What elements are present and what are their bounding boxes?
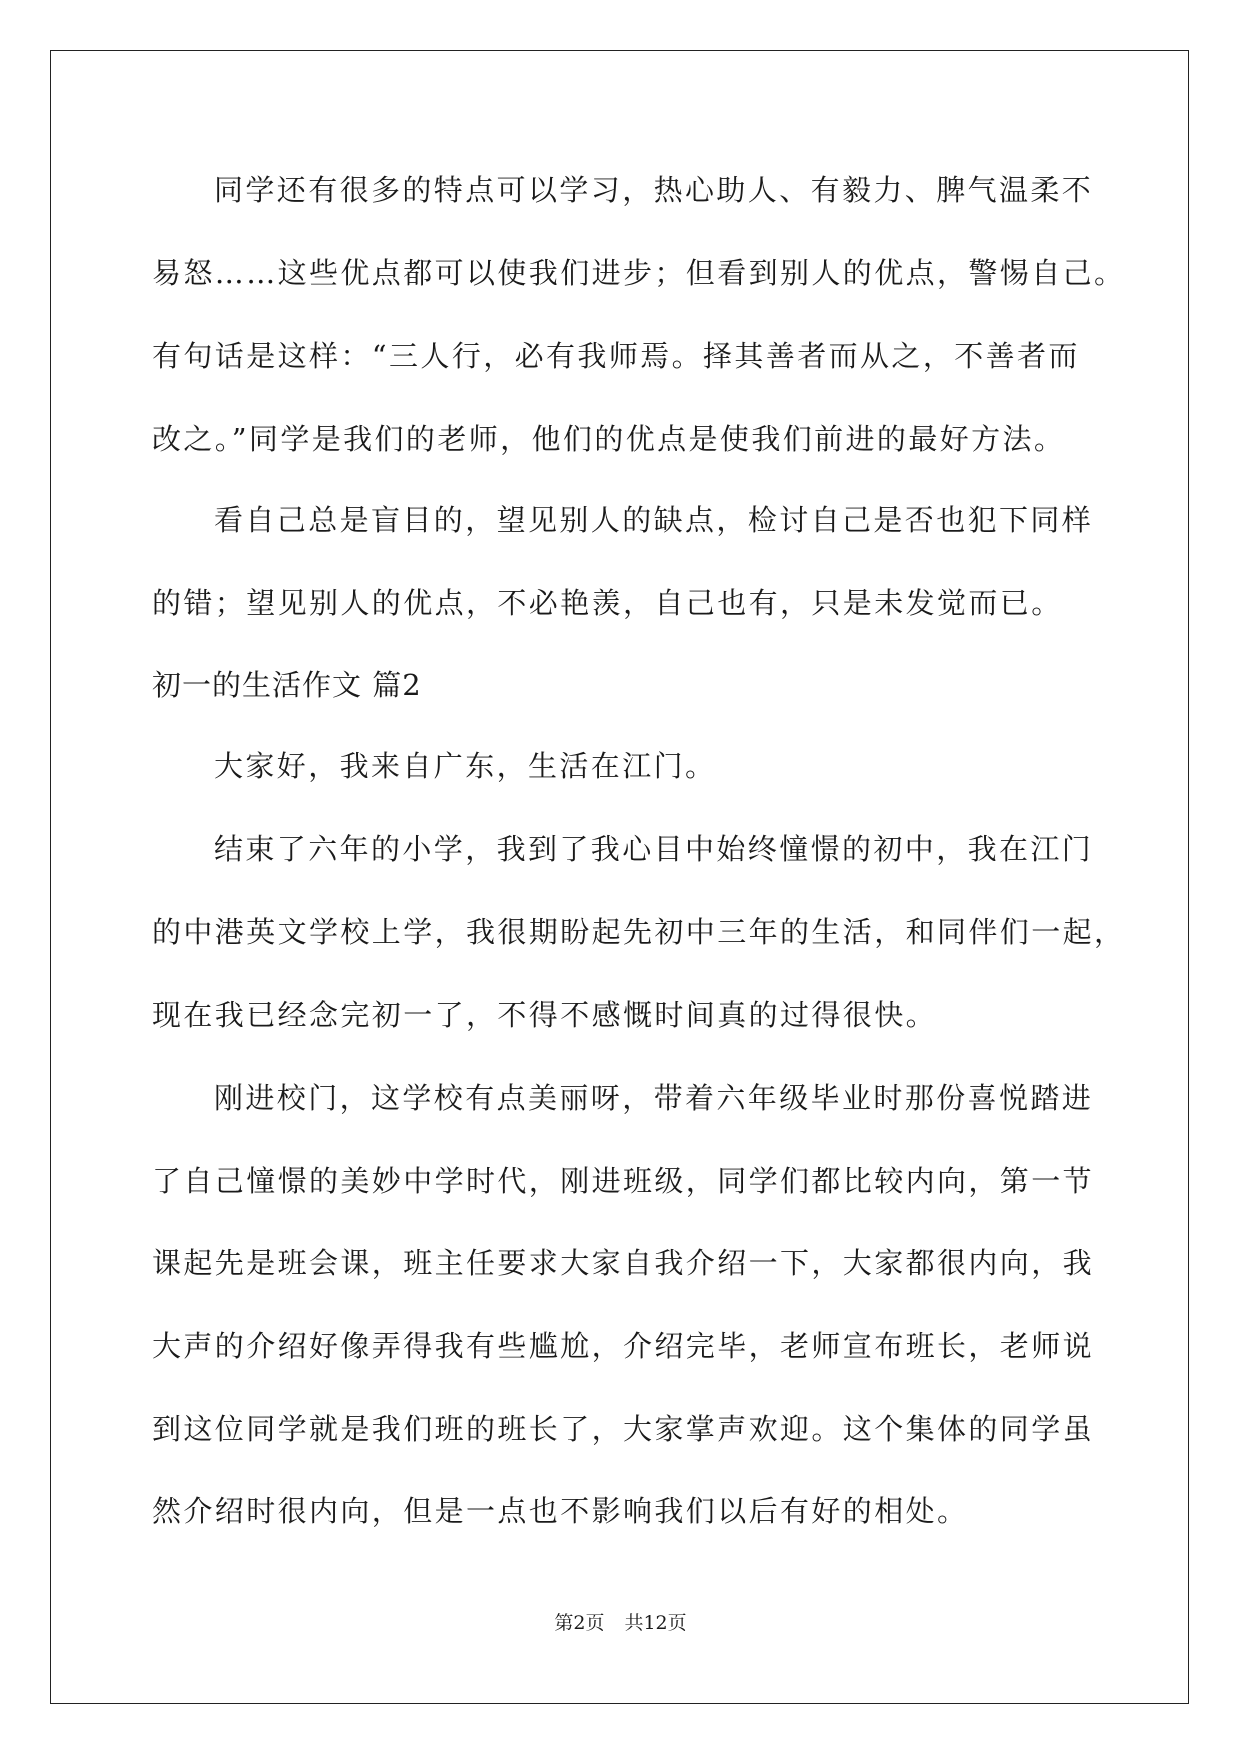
text-line: 结束了六年的小学，我到了我心目中始终憧憬的初中，我在江门 — [214, 832, 1094, 866]
text-line: 课起先是班会课，班主任要求大家自我介绍一下，大家都很内向，我 — [152, 1246, 1095, 1280]
text-line: 然介绍时很内向，但是一点也不影响我们以后有好的相处。 — [152, 1494, 969, 1528]
text-line: 易怒……这些优点都可以使我们进步；但看到别人的优点，警惕自己。 — [152, 256, 1126, 290]
page-number: 第2页 — [554, 1612, 605, 1634]
text-line: 看自己总是盲目的，望见别人的缺点，检讨自己是否也犯下同样 — [214, 503, 1094, 537]
text-line: 到这位同学就是我们班的班长了，大家掌声欢迎。这个集体的同学虽 — [152, 1412, 1095, 1446]
page-frame — [50, 50, 1189, 1704]
text-line: 改之。”同学是我们的老师，他们的优点是使我们前进的最好方法。 — [152, 422, 1066, 456]
section-heading: 初一的生活作文 篇2 — [152, 668, 422, 702]
text-line: 同学还有很多的特点可以学习，热心助人、有毅力、脾气温柔不 — [214, 173, 1094, 207]
text-line: 大声的介绍好像弄得我有些尴尬，介绍完毕，老师宣布班长，老师说 — [152, 1329, 1095, 1363]
text-line: 刚进校门，这学校有点美丽呀，带着六年级毕业时那份喜悦踏进 — [214, 1081, 1094, 1115]
text-line: 了自己憧憬的美妙中学时代，刚进班级，同学们都比较内向，第一节 — [152, 1164, 1095, 1198]
text-line: 的中港英文学校上学，我很期盼起先初中三年的生活，和同伴们一起， — [152, 915, 1126, 949]
text-line: 有句话是这样：“三人行，必有我师焉。择其善者而从之，不善者而 — [152, 339, 1080, 373]
page-total: 共12页 — [624, 1612, 687, 1634]
text-line: 大家好，我来自广东，生活在江门。 — [214, 749, 717, 783]
text-line: 的错；望见别人的优点，不必艳羡，自己也有，只是未发觉而已。 — [152, 586, 1063, 620]
text-line: 现在我已经念完初一了，不得不感慨时间真的过得很快。 — [152, 998, 938, 1032]
page-footer — [0, 1610, 1241, 1636]
